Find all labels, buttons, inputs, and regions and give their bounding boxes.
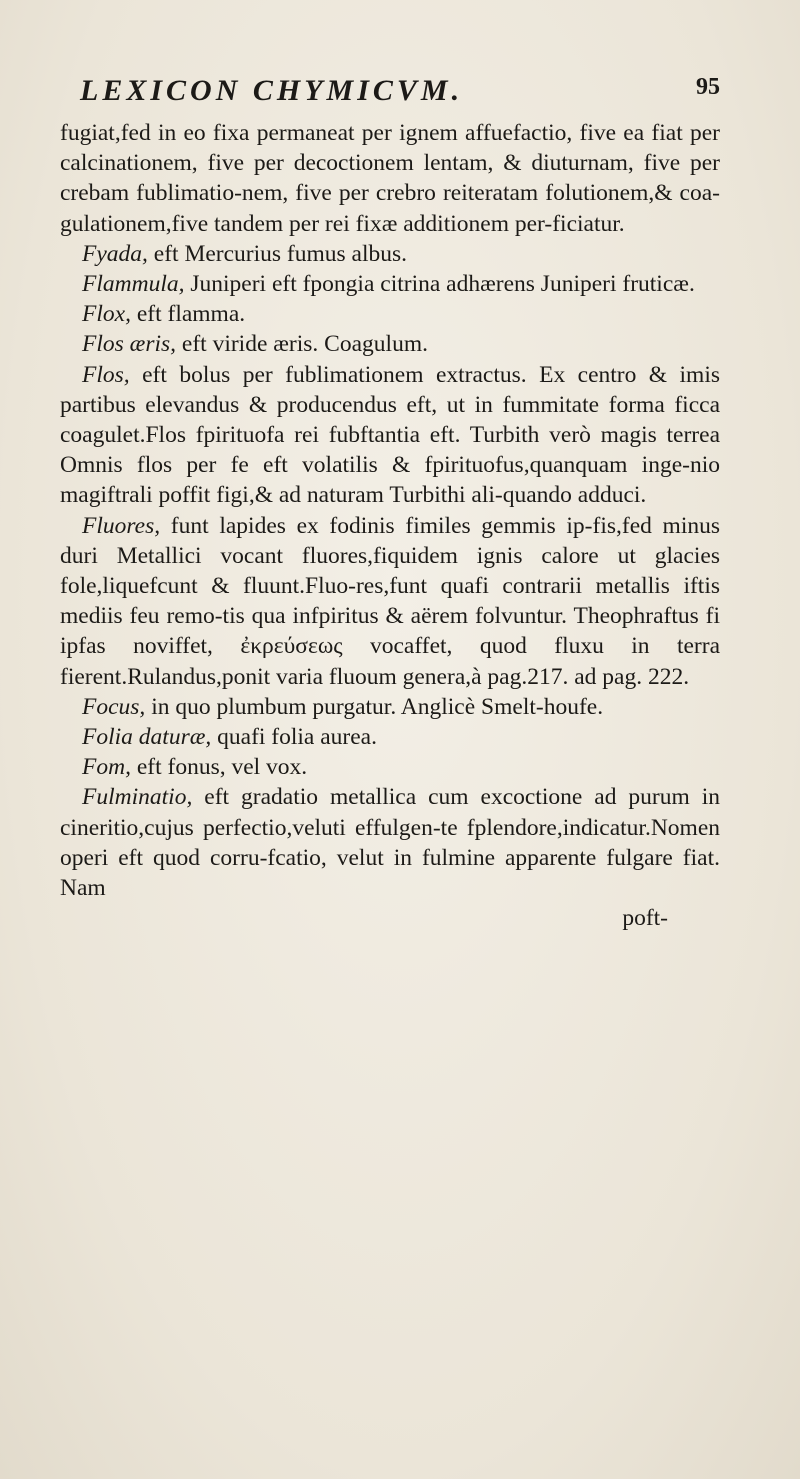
entry-fom xyxy=(60,752,720,782)
continued-entry xyxy=(60,118,720,239)
dictionary-text xyxy=(60,118,720,933)
entry-headword: Fulminatio, xyxy=(82,784,193,811)
entry-headword: Flos, xyxy=(82,361,130,388)
entry-text: fugiat,fed in eo fixa permaneat per ignem affuefactio, five ea fiat per calcinationem, five per decoctionem lentam, & diuturnam, five per crebam fublimatio-nem, five per crebro reiteratam folutionem,& coa-gulationem,five tandem per rei fixæ additionem per-ficiatur. xyxy=(60,120,720,237)
catchword: poft- xyxy=(622,905,668,932)
entry-text: eft fonus, vel vox. xyxy=(136,754,308,781)
entry-text: eft gradatio metallica cum excoctione ad purum in cineritio,cujus perfectio,veluti effulgen-te fplendore,indicatur.Nomen operi eft quod corru-fcatio, velut in fulmine apparente fulgare fiat. Nam xyxy=(60,784,721,902)
entry-fulminatio xyxy=(60,782,720,903)
entry-flos xyxy=(60,360,720,511)
entry-headword: Fyada, xyxy=(82,240,148,267)
entry-text: in quo plumbum purgatur. Anglicè Smelt-houfe. xyxy=(151,693,604,720)
page-header xyxy=(80,70,720,110)
entry-text: Juniperi eft fpongia citrina adhærens Juniperi fruticæ. xyxy=(190,271,695,298)
entry-text: funt lapides ex fodinis fimiles gemmis ip-fis,fed minus duri Metallici vocant fluores,fiquidem ignis calore ut glacies fole,liquefcunt & fluunt.Fluo-res,funt quafi contrarii metallis iftis mediis feu remo-tis qua infpiritus & aërem folvuntur. Theophraftus fi ipfas noviffet, ἐκρεύσεως vocaffet, quod fluxu in terra fierent.Rulandus,ponit varia fluoum genera,à pag.217. ad pag. 222. xyxy=(60,512,721,690)
running-head: LEXICON CHYMICVM. xyxy=(80,74,464,107)
entry-focus xyxy=(60,692,720,722)
entry-headword: Fom, xyxy=(82,754,131,781)
entry-headword: Flox, xyxy=(82,301,131,328)
entry-flammula xyxy=(60,269,720,299)
entry-text: eft viride æris. Coagulum. xyxy=(181,331,428,358)
entry-text: eft Mercurius fumus albus. xyxy=(153,240,408,267)
entry-headword: Fluores, xyxy=(82,512,161,539)
entry-headword: Folia daturæ, xyxy=(82,724,212,751)
entry-headword: Focus, xyxy=(82,693,146,720)
entry-headword: Flos æris, xyxy=(82,331,177,358)
entry-flox xyxy=(60,299,720,329)
entry-fyada xyxy=(60,239,720,269)
page-number: 95 xyxy=(696,74,720,100)
entry-folia-daturae xyxy=(60,722,720,752)
entry-flos-aeris xyxy=(60,329,720,359)
entry-fluores xyxy=(60,511,720,692)
entry-text: eft bolus per fublimationem extractus. Ex centro & imis partibus elevandus & producendus eft, ut in fummitate forma ficca coagulet.Flos fpirituofa rei fubftantia eft. Turbith verò magis terrea Omnis flos per fe eft volatilis & fpirituofus,quanquam inge-nio magiftrali poffit figi,& ad naturam Turbithi ali-quando adduci. xyxy=(60,361,721,509)
entry-headword: Flammula, xyxy=(82,271,185,298)
entry-text: quafi folia aurea. xyxy=(217,724,377,751)
entry-text: eft flamma. xyxy=(136,301,246,328)
